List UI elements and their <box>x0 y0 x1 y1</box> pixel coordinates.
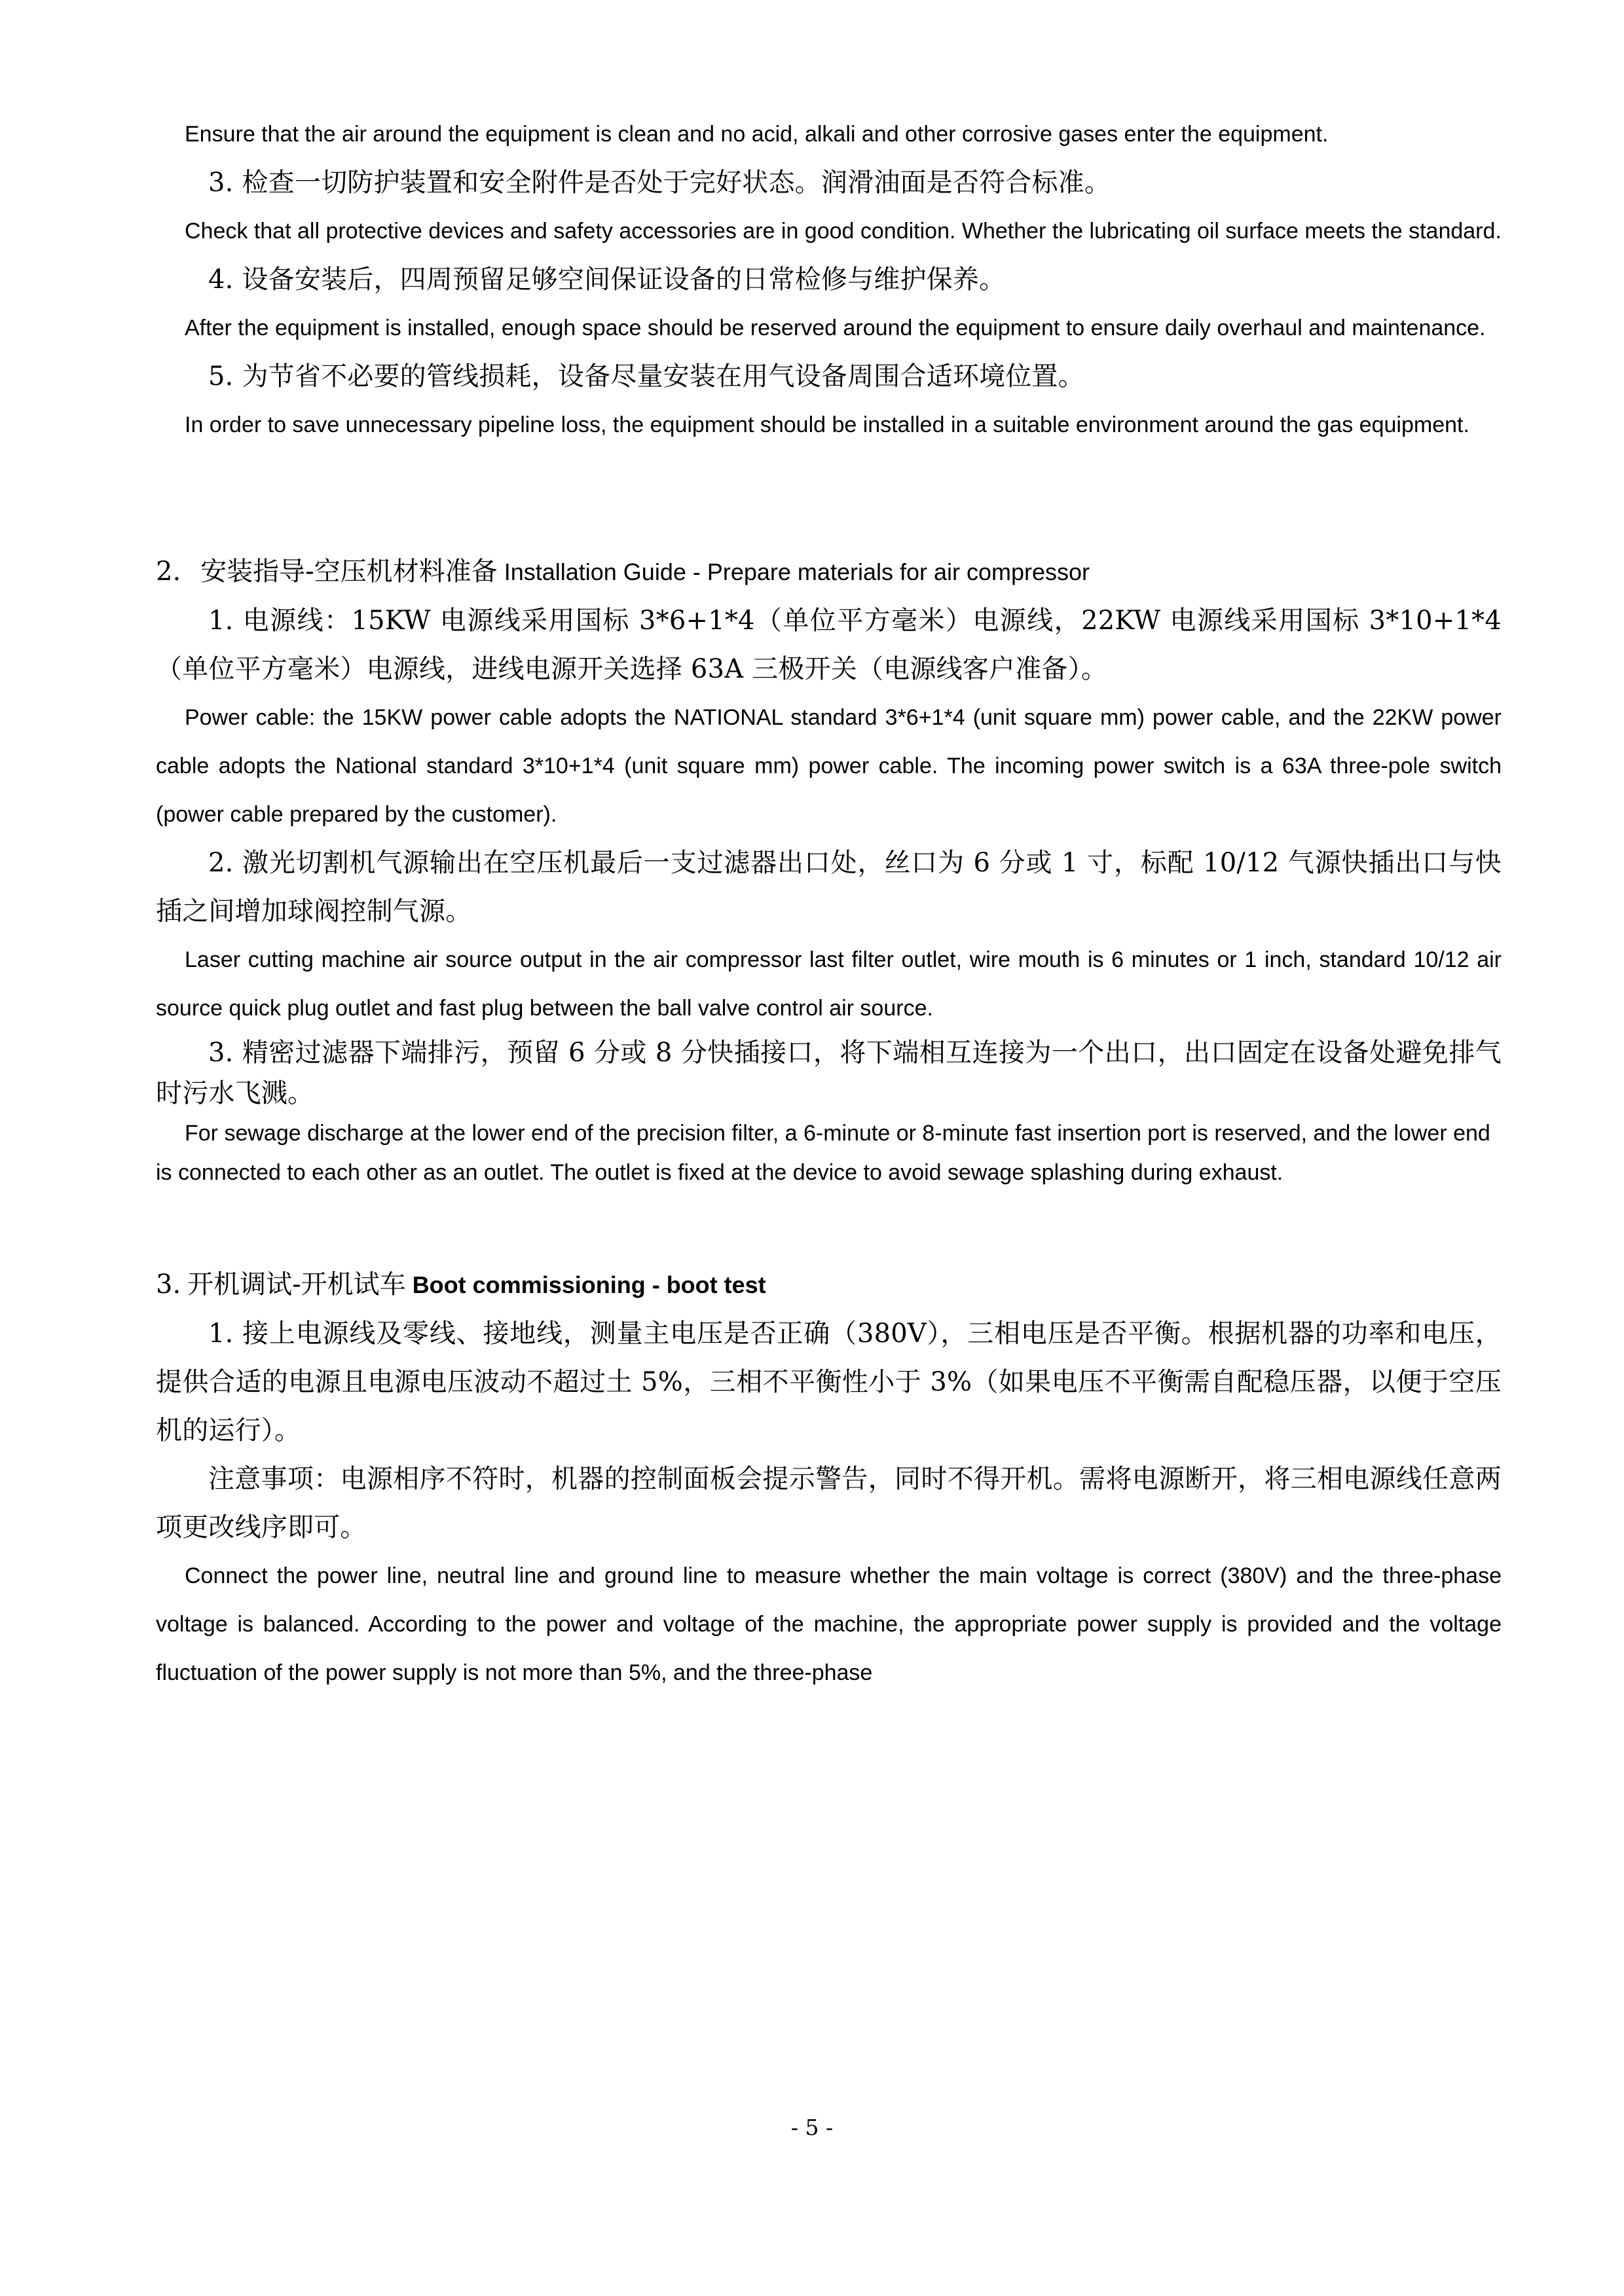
paragraph-s3-notice-cn: 注意事项：电源相序不符时，机器的控制面板会提示警告，同时不得开机。需将电源断开，将三相电源线任意两项更改线序即可。 <box>156 1464 1502 1542</box>
paragraph-s2-item1-cn: 1. 电源线：15KW 电源线采用国标 3*6+1*4（单位平方毫米）电源线，22KW 电源线采用国标 3*10+1*4（单位平方毫米）电源线，进线电源开关选择 63A 三极开关（电源线客户准备）。 <box>156 606 1502 684</box>
paragraph-item4-cn: 4. 设备安装后，四周预留足够空间保证设备的日常检修与维护保养。 <box>208 264 1006 295</box>
section-2-title-cn: 安装指导-空压机材料准备 <box>200 556 498 587</box>
paragraph-s3-item1-en: Connect the power line, neutral line and ground line to measure whether the main voltage is correct (380V) and the three-phase voltage is balanced. According to the power and voltage of the machine, the appropriate power supply is provided and the voltage fluctuation of the power supply is not more than 5%, and the three-phase <box>156 1563 1502 1685</box>
paragraph-intro-en: Ensure that the air around the equipment is clean and no acid, alkali and other corrosive gases enter the equipment. <box>185 122 1329 147</box>
paragraph-s2-item2-en: Laser cutting machine air source output in the air compressor last filter outlet, wire mouth is 6 minutes or 1 inch, standard 10/12 air source quick plug outlet and fast plug between the ball valve control air source. <box>156 947 1502 1021</box>
section-2-number: 2. <box>156 556 181 587</box>
section-2-heading <box>156 547 1502 596</box>
section-2-title-en: Installation Guide - Prepare materials for air compressor <box>504 558 1090 585</box>
section-3-title-en: Boot commissioning - boot test <box>412 1271 766 1298</box>
page-body <box>156 110 1502 1697</box>
paragraph-item4-en: After the equipment is installed, enough space should be reserved around the equipment to ensure daily overhaul and maintenance. <box>185 316 1486 340</box>
paragraph-item3-cn: 3. 检查一切防护装置和安全附件是否处于完好状态。润滑油面是否符合标准。 <box>208 168 1111 198</box>
section-3-title-cn: 开机调试-开机试车 <box>187 1269 406 1300</box>
paragraph-s2-item2-cn: 2. 激光切割机气源输出在空压机最后一支过滤器出口处，丝口为 6 分或 1 寸，标配 10/12 气源快插出口与快插之间增加球阀控制气源。 <box>156 848 1502 926</box>
paragraph-s3-item1-cn: 1. 接上电源线及零线、接地线，测量主电压是否正确（380V），三相电压是否平衡。根据机器的功率和电压，提供合适的电源且电源电压波动不超过土 5%，三相不平衡性小于 3%（如果电压不平衡需自配稳压器，以便于空压机的运行）。 <box>156 1319 1502 1446</box>
section-3-heading <box>156 1260 1502 1309</box>
page-number-footer: - 5 - <box>790 2115 834 2140</box>
section-spacer <box>156 1192 1502 1260</box>
paragraph-item5-cn: 5. 为节省不必要的管线损耗，设备尽量安装在用气设备周围合适环境位置。 <box>208 361 1084 392</box>
paragraph-s2-item1-en: Power cable: the 15KW power cable adopts the NATIONAL standard 3*6+1*4 (unit square mm) power cable, and the 22KW power cable adopts the National standard 3*10+1*4 (unit square mm) power cable. The incoming power switch is a 63A three-pole switch (power cable prepared by the customer). <box>156 705 1502 827</box>
paragraph-s2-item3-cn: 3. 精密过滤器下端排污，预留 6 分或 8 分快插接口，将下端相互连接为一个出口，出口固定在设备处避免排气时污水飞溅。 <box>156 1038 1502 1108</box>
section-spacer <box>156 449 1502 547</box>
paragraph-s2-item3-en: For sewage discharge at the lower end of the precision filter, a 6-minute or 8-minute fast insertion port is reserved, and the lower end is connected to each other as an outlet. The outlet is fixed at the device to avoid sewage splashing during exhaust. <box>156 1121 1490 1185</box>
section-3-number: 3. <box>156 1269 181 1300</box>
paragraph-item5-en: In order to save unnecessary pipeline loss, the equipment should be installed in a suitable environment around the gas equipment. <box>185 412 1469 437</box>
paragraph-item3-en: Check that all protective devices and safety accessories are in good condition. Whether the lubricating oil surface meets the standard. <box>185 219 1502 244</box>
